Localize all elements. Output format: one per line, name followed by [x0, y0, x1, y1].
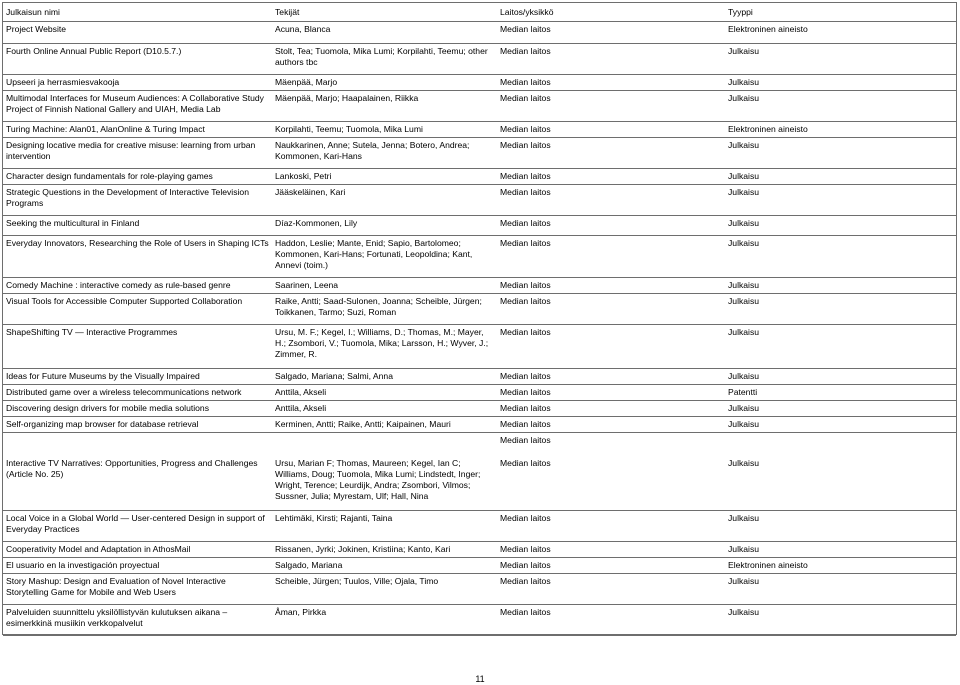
cell-type: Julkaisu — [725, 185, 956, 216]
cell-authors: Mäenpää, Marjo; Haapalainen, Riikka — [272, 91, 497, 122]
cell-type: Julkaisu — [725, 574, 956, 605]
cell-authors — [272, 433, 497, 451]
cell-title: Interactive TV Narratives: Opportunities, Progress and Challenges (Article No. 25) — [3, 450, 272, 511]
table-row — [3, 542, 956, 558]
table-row — [3, 417, 956, 433]
table-row — [3, 236, 956, 278]
cell-authors: Korpilahti, Teemu; Tuomola, Mika Lumi — [272, 122, 497, 138]
table-row — [3, 369, 956, 385]
table-row — [3, 22, 956, 44]
cell-title: Fourth Online Annual Public Report (D10.5.7.) — [3, 44, 272, 75]
cell-authors: Mäenpää, Marjo — [272, 75, 497, 91]
cell-authors: Lankoski, Petri — [272, 169, 497, 185]
cell-authors: Anttila, Akseli — [272, 401, 497, 417]
column-header-type: Tyyppi — [725, 3, 956, 22]
column-header-unit: Laitos/yksikkö — [497, 3, 725, 22]
table-row — [3, 511, 956, 542]
table-row — [3, 169, 956, 185]
cell-unit: Median laitos — [497, 417, 725, 433]
table-row — [3, 558, 956, 574]
cell-title: Distributed game over a wireless telecommunications network — [3, 385, 272, 401]
cell-authors: Acuna, Blanca — [272, 22, 497, 44]
publication-table-frame — [2, 2, 957, 635]
cell-unit: Median laitos — [497, 75, 725, 91]
table-row — [3, 450, 956, 511]
cell-title: Everyday Innovators, Researching the Role of Users in Shaping ICTs — [3, 236, 272, 278]
table-row — [3, 75, 956, 91]
cell-type: Julkaisu — [725, 450, 956, 511]
cell-title: ShapeShifting TV — Interactive Programmes — [3, 325, 272, 369]
cell-title: Visual Tools for Accessible Computer Supported Collaboration — [3, 294, 272, 325]
cell-type: Julkaisu — [725, 138, 956, 169]
cell-type: Julkaisu — [725, 75, 956, 91]
cell-type: Julkaisu — [725, 605, 956, 636]
cell-authors: Åman, Pirkka — [272, 605, 497, 636]
cell-unit: Median laitos — [497, 369, 725, 385]
cell-type: Julkaisu — [725, 511, 956, 542]
cell-title: Upseeri ja herrasmiesvakooja — [3, 75, 272, 91]
cell-unit: Median laitos — [497, 44, 725, 75]
cell-unit: Median laitos — [497, 22, 725, 44]
cell-unit: Median laitos — [497, 450, 725, 511]
cell-authors: Stolt, Tea; Tuomola, Mika Lumi; Korpilahti, Teemu; other authors tbc — [272, 44, 497, 75]
table-row — [3, 122, 956, 138]
cell-authors: Salgado, Mariana; Salmi, Anna — [272, 369, 497, 385]
cell-title: Designing locative media for creative misuse: learning from urban intervention — [3, 138, 272, 169]
cell-type: Julkaisu — [725, 294, 956, 325]
cell-unit: Median laitos — [497, 122, 725, 138]
cell-type: Elektroninen aineisto — [725, 22, 956, 44]
column-header-authors: Tekijät — [272, 3, 497, 22]
cell-unit: Median laitos — [497, 605, 725, 636]
table-row — [3, 605, 956, 636]
table-header-row — [3, 3, 956, 22]
cell-unit: Median laitos — [497, 294, 725, 325]
cell-title: Comedy Machine : interactive comedy as rule-based genre — [3, 278, 272, 294]
cell-type: Julkaisu — [725, 542, 956, 558]
cell-title: Self-organizing map browser for database retrieval — [3, 417, 272, 433]
cell-title: Multimodal Interfaces for Museum Audiences: A Collaborative Study Project of Finnish National Gallery and UIAH, Media Lab — [3, 91, 272, 122]
cell-unit: Median laitos — [497, 325, 725, 369]
column-header-title: Julkaisun nimi — [3, 3, 272, 22]
table-row — [3, 385, 956, 401]
cell-unit: Median laitos — [497, 511, 725, 542]
cell-unit: Median laitos — [497, 138, 725, 169]
cell-title: Project Website — [3, 22, 272, 44]
cell-type: Julkaisu — [725, 369, 956, 385]
table-row — [3, 138, 956, 169]
cell-authors: Anttila, Akseli — [272, 385, 497, 401]
cell-type — [725, 433, 956, 451]
table-row — [3, 574, 956, 605]
cell-title: Ideas for Future Museums by the Visually Impaired — [3, 369, 272, 385]
publication-table — [3, 3, 956, 636]
cell-type: Julkaisu — [725, 325, 956, 369]
cell-authors: Haddon, Leslie; Mante, Enid; Sapio, Bartolomeo; Kommonen, Kari-Hans; Fortunati, Leopoldina; Kant, Annevi (toim.) — [272, 236, 497, 278]
cell-type: Julkaisu — [725, 417, 956, 433]
cell-unit: Median laitos — [497, 385, 725, 401]
cell-type: Julkaisu — [725, 91, 956, 122]
cell-unit: Median laitos — [497, 542, 725, 558]
cell-title: Palveluiden suunnittelu yksilöllistyvän kulutuksen aikana – esimerkkinä musiikin verkkopalvelut — [3, 605, 272, 636]
cell-title: Story Mashup: Design and Evaluation of Novel Interactive Storytelling Game for Mobile and Web Users — [3, 574, 272, 605]
cell-type: Elektroninen aineisto — [725, 558, 956, 574]
table-row — [3, 91, 956, 122]
cell-title: Discovering design drivers for mobile media solutions — [3, 401, 272, 417]
cell-title: Strategic Questions in the Development of Interactive Television Programs — [3, 185, 272, 216]
cell-type: Julkaisu — [725, 236, 956, 278]
cell-authors: Ursu, M. F.; Kegel, I.; Williams, D.; Thomas, M.; Mayer, H.; Zsombori, V.; Tuomola, Mika; Larsson, H.; Wyver, J.; Zimmer, R. — [272, 325, 497, 369]
cell-authors: Díaz-Kommonen, Lily — [272, 216, 497, 236]
cell-title: Character design fundamentals for role-playing games — [3, 169, 272, 185]
cell-unit: Median laitos — [497, 278, 725, 294]
cell-authors: Raike, Antti; Saad-Sulonen, Joanna; Scheible, Jürgen; Toikkanen, Tarmo; Suzi, Roman — [272, 294, 497, 325]
cell-unit: Median laitos — [497, 574, 725, 605]
table-row — [3, 401, 956, 417]
cell-authors: Lehtimäki, Kirsti; Rajanti, Taina — [272, 511, 497, 542]
cell-unit: Median laitos — [497, 216, 725, 236]
cell-unit: Median laitos — [497, 169, 725, 185]
cell-title: Cooperativity Model and Adaptation in AthosMail — [3, 542, 272, 558]
cell-type: Julkaisu — [725, 44, 956, 75]
cell-authors: Kerminen, Antti; Raike, Antti; Kaipainen, Mauri — [272, 417, 497, 433]
table-row — [3, 294, 956, 325]
cell-authors: Jääskeläinen, Kari — [272, 185, 497, 216]
cell-unit: Median laitos — [497, 185, 725, 216]
cell-type: Julkaisu — [725, 216, 956, 236]
cell-authors: Saarinen, Leena — [272, 278, 497, 294]
table-row — [3, 433, 956, 451]
cell-type: Julkaisu — [725, 169, 956, 185]
cell-title — [3, 433, 272, 451]
cell-title: El usuario en la investigación proyectual — [3, 558, 272, 574]
table-row — [3, 278, 956, 294]
cell-authors: Salgado, Mariana — [272, 558, 497, 574]
cell-title: Turing Machine: Alan01, AlanOnline & Turing Impact — [3, 122, 272, 138]
table-row — [3, 216, 956, 236]
cell-title: Seeking the multicultural in Finland — [3, 216, 272, 236]
page-number: 11 — [475, 674, 485, 684]
table-row — [3, 325, 956, 369]
cell-type: Patentti — [725, 385, 956, 401]
cell-type: Julkaisu — [725, 401, 956, 417]
table-row — [3, 44, 956, 75]
cell-unit: Median laitos — [497, 558, 725, 574]
cell-authors: Rissanen, Jyrki; Jokinen, Kristiina; Kanto, Kari — [272, 542, 497, 558]
cell-type: Julkaisu — [725, 278, 956, 294]
table-row — [3, 185, 956, 216]
cell-type: Elektroninen aineisto — [725, 122, 956, 138]
cell-unit: Median laitos — [497, 401, 725, 417]
cell-unit: Median laitos — [500, 435, 551, 445]
cell-unit: Median laitos — [497, 236, 725, 278]
cell-authors: Ursu, Marian F; Thomas, Maureen; Kegel, Ian C; Williams, Doug; Tuomola, Mika Lumi; Lindstedt, Inger; Wright, Terence; Leurdijk, Andra; Zsombori, Vilmos; Sussner, Julia; Myrestam, Ulf; Hall, Nina — [272, 450, 497, 511]
cell-authors: Naukkarinen, Anne; Sutela, Jenna; Botero, Andrea; Kommonen, Kari-Hans — [272, 138, 497, 169]
cell-title: Local Voice in a Global World — User-centered Design in support of Everyday Practices — [3, 511, 272, 542]
cell-authors: Scheible, Jürgen; Tuulos, Ville; Ojala, Timo — [272, 574, 497, 605]
cell-unit: Median laitos — [497, 91, 725, 122]
